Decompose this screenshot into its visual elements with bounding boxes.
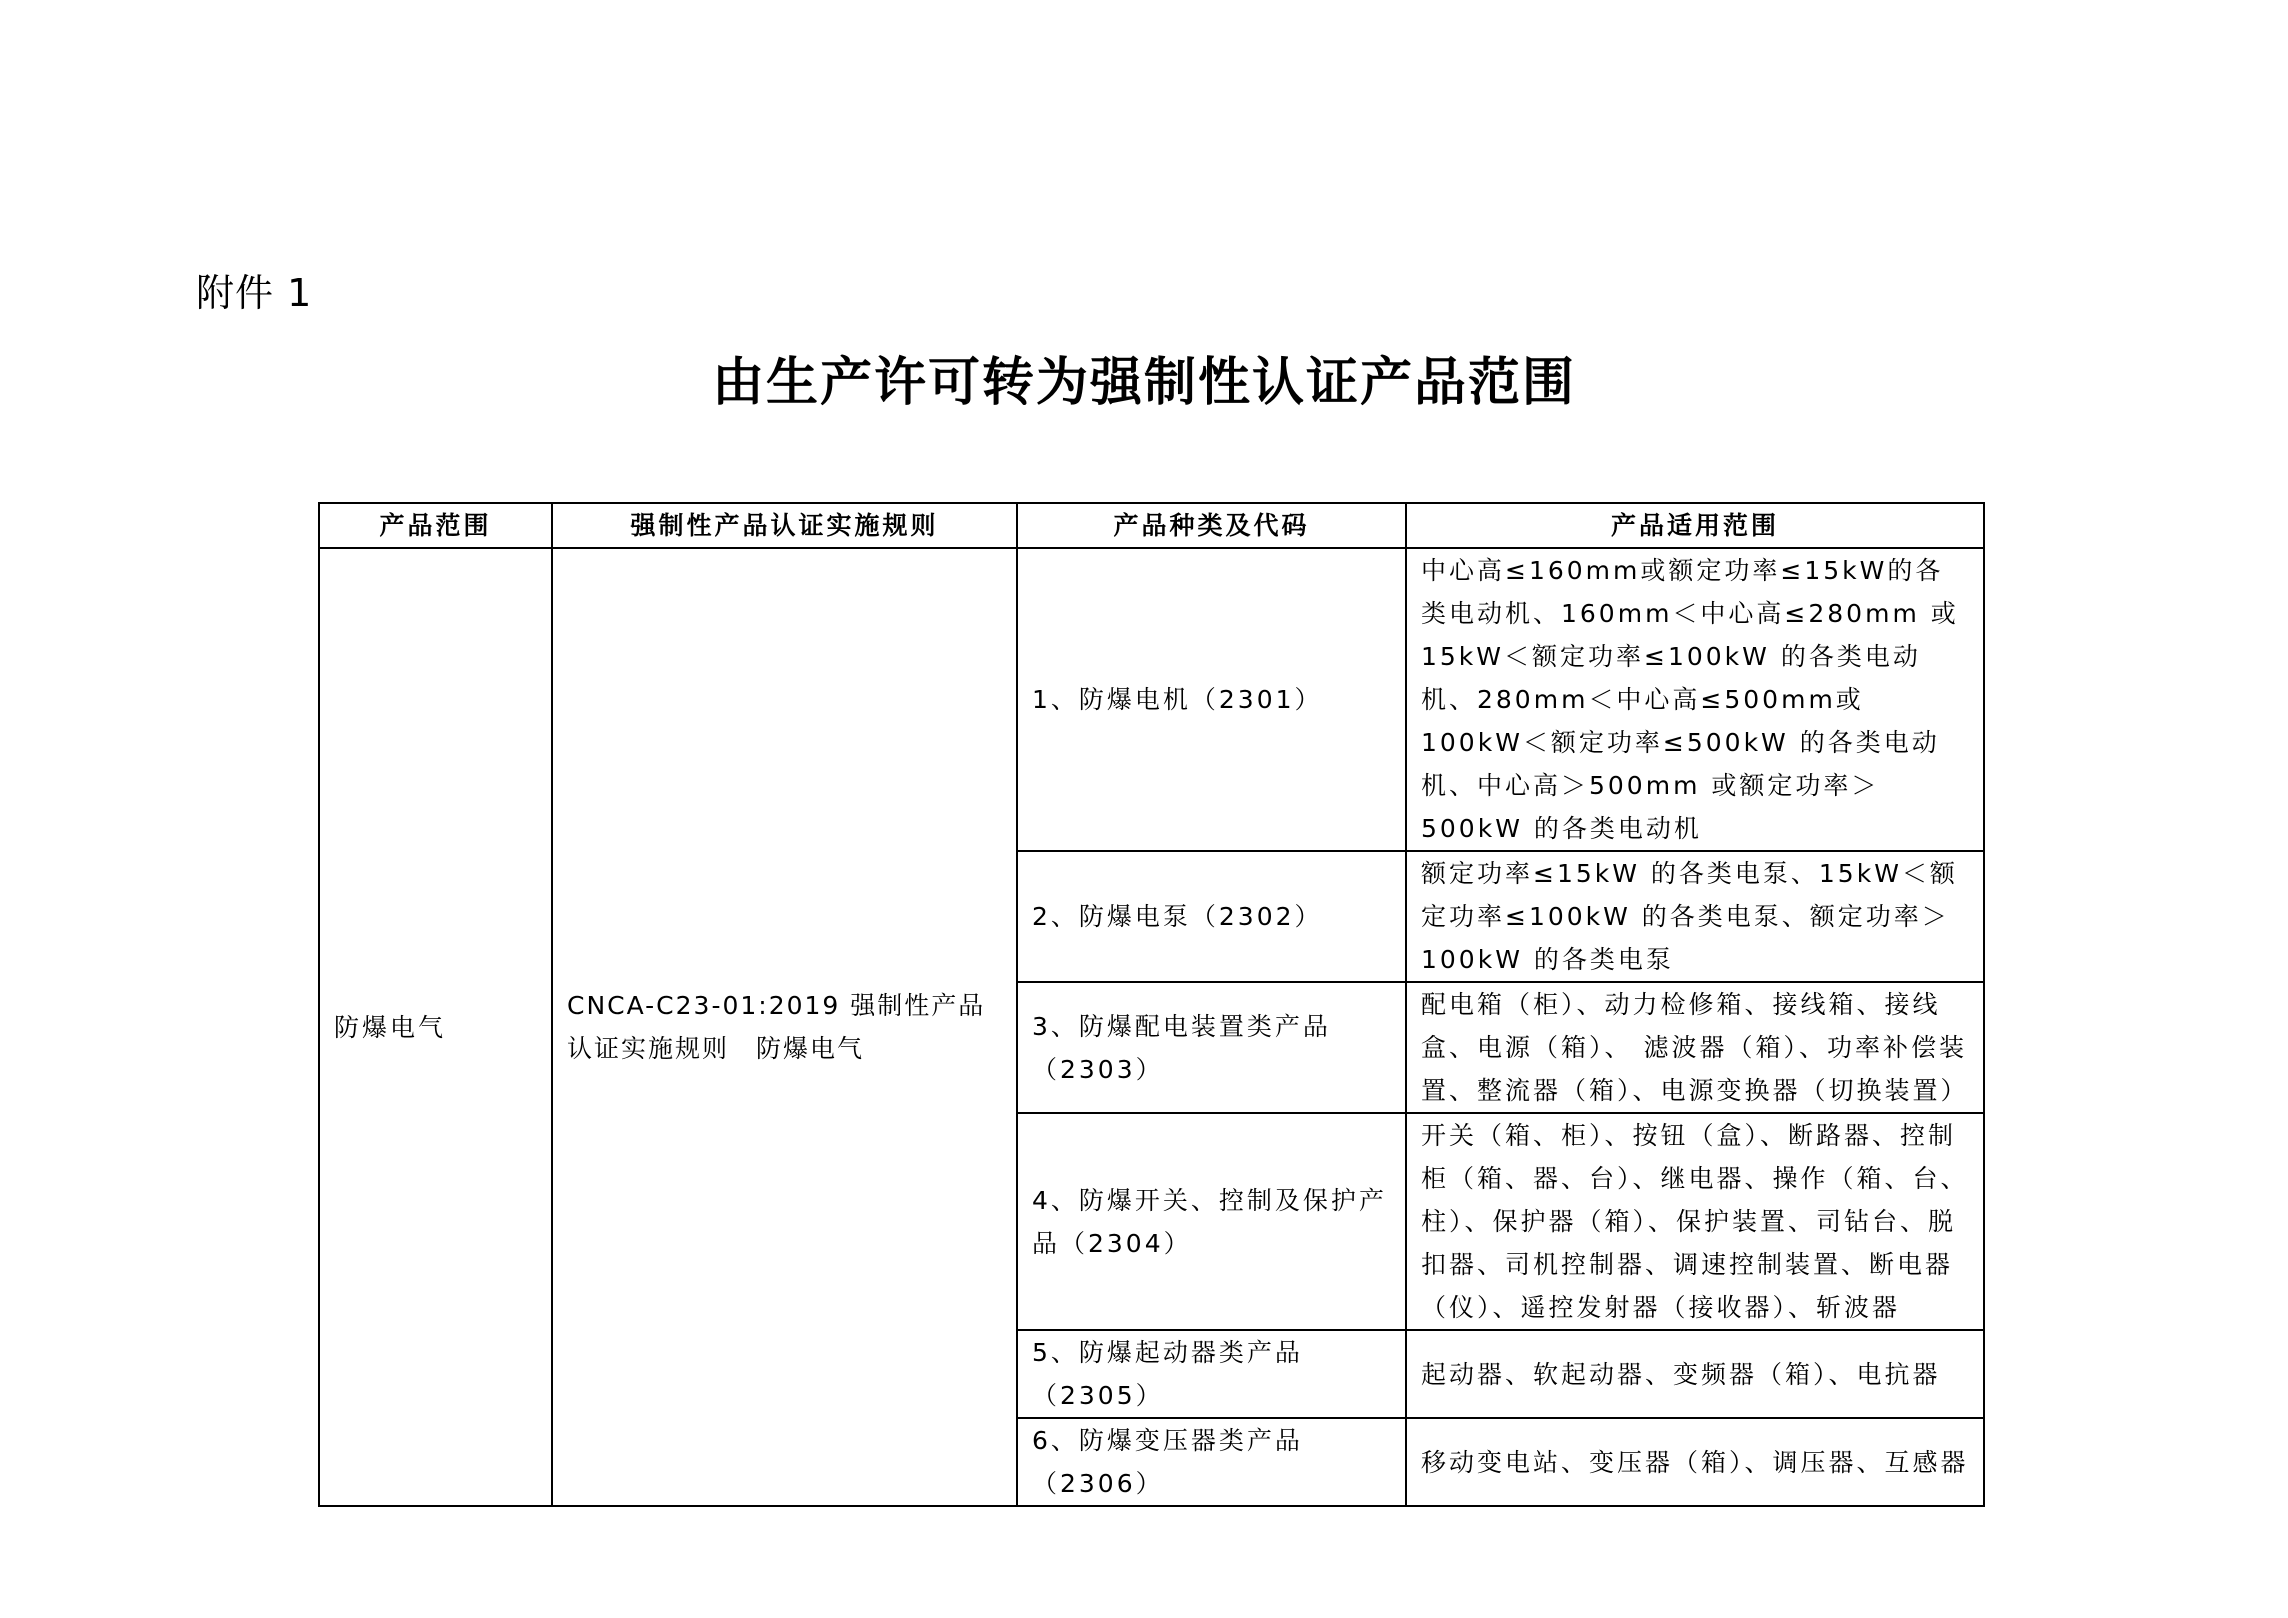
applicable-scope-cell: 配电箱（柜）、动力检修箱、接线箱、接线盒、电源（箱）、 滤波器（箱）、功率补偿装置、整流器（箱）、电源变换器（切换装置）	[1406, 982, 1984, 1113]
applicable-scope-cell: 移动变电站、变压器（箱）、调压器、互感器	[1406, 1418, 1984, 1506]
category-cell: 2、防爆电泵（2302）	[1017, 851, 1406, 982]
applicable-scope-cell: 中心高≤160mm或额定功率≤15kW的各类电动机、160mm＜中心高≤280mm 或 15kW＜额定功率≤100kW 的各类电动机、280mm＜中心高≤500mm或 100kW＜额定功率≤500kW 的各类电动机、中心高＞500mm 或额定功率＞500kW 的各类电动机	[1406, 548, 1984, 851]
category-cell: 4、防爆开关、控制及保护产品（2304）	[1017, 1113, 1406, 1330]
header-implementation-rule: 强制性产品认证实施规则	[552, 503, 1017, 548]
applicable-scope-cell: 开关（箱、柜）、按钮（盒）、断路器、控制柜（箱、器、台）、继电器、操作（箱、台、柱）、保护器（箱）、保护装置、司钻台、脱扣器、司机控制器、调速控制装置、断电器（仪）、遥控发射器（接收器）、斩波器	[1406, 1113, 1984, 1330]
category-cell: 5、防爆起动器类产品（2305）	[1017, 1330, 1406, 1418]
header-applicable-scope: 产品适用范围	[1406, 503, 1984, 548]
header-product-scope: 产品范围	[319, 503, 552, 548]
category-cell: 1、防爆电机（2301）	[1017, 548, 1406, 851]
implementation-rule-cell: CNCA-C23-01:2019 强制性产品认证实施规则 防爆电气	[552, 548, 1017, 1506]
category-cell: 3、防爆配电装置类产品（2303）	[1017, 982, 1406, 1113]
attachment-label: 附件 1	[196, 271, 313, 315]
category-cell: 6、防爆变压器类产品（2306）	[1017, 1418, 1406, 1506]
header-category-code: 产品种类及代码	[1017, 503, 1406, 548]
applicable-scope-cell: 起动器、软起动器、变频器（箱）、电抗器	[1406, 1330, 1984, 1418]
applicable-scope-cell: 额定功率≤15kW 的各类电泵、15kW＜额定功率≤100kW 的各类电泵、额定功率＞100kW 的各类电泵	[1406, 851, 1984, 982]
table-row	[319, 548, 1984, 851]
product-scope-table	[318, 502, 1985, 1507]
document-title: 由生产许可转为强制性认证产品范围	[711, 352, 1576, 413]
table-header-row	[319, 503, 1984, 548]
product-scope-cell: 防爆电气	[319, 548, 552, 1506]
